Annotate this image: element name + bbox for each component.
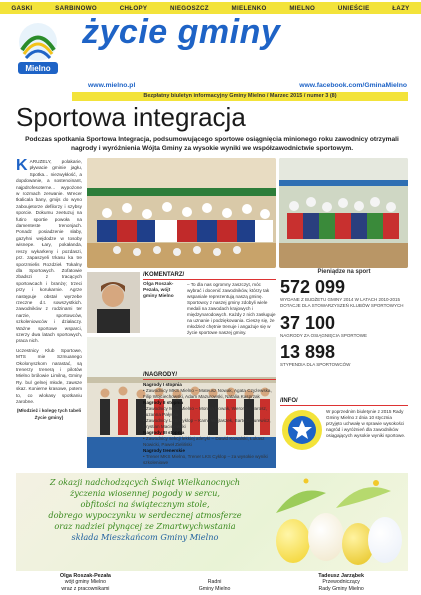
nagrody-line: • Zawodnicy MKS Mielno – Monika Nowak, Weronika Jarosz, Zuzanna Pałyska [143, 406, 268, 417]
nagrody-line: • Zawodnicy sekcji lekkiej atletyki – Dawid Kowalski, Łukasz Nowicki, Paweł Zieliński [143, 436, 265, 447]
leaves-decoration [266, 473, 406, 523]
logo-text: Mielno [25, 64, 51, 73]
awards-photo [279, 158, 408, 268]
nagrody-line: • Zawodnicy MKS Mielno – Mateusz Nowak, Agata Czyżewska, Filip Wojciechowski, Adam Mazurowski, Natalia Kasprzak [143, 388, 272, 399]
funding-caption: WYDANE Z BUDŻETU GMINY 2014 W LATACH 2010-2015 DOTACJE DLA STOWARZYSZEŃ KLUBÓW SPORTOWYCH [280, 297, 404, 308]
town-item: SARBINOWO [55, 4, 98, 12]
facebook-link[interactable]: www.facebook.com/GminaMielno [299, 82, 407, 89]
town-item: MIELNO [289, 4, 316, 12]
nagrody-line: Nagrody II stopnia [143, 400, 184, 405]
signer-role: wójt gminy Mielno [64, 579, 106, 586]
funding-caption: STYPENDIA DLA SPORTOWCÓW [280, 362, 351, 368]
nagrody-line: • Trener MKS Mielno, Trener LKS Cyklop – za wysokie wyniki szkoleniowe [143, 454, 268, 465]
signer-name: Olga Roszak-Pezała [59, 573, 111, 579]
portrait-photo [87, 272, 140, 333]
greeting-line: życzenia wiosennej pogody w sercu, [69, 488, 221, 498]
town-item: ŁAZY [392, 4, 410, 12]
article-lede: Podczas spotkania Sportowa Integracja, podsumowującego sportowe osiągnięcia minionego roku zawodnicy otrzymali nagrody i wyróżnienia Wójta Gminy za wysokie wyniki we współzawodnictwie sportowym. [25, 136, 399, 152]
article-headline: Sportowa integracja [16, 102, 246, 132]
greeting-text [34, 477, 256, 543]
info-tag: /INFO/ [280, 398, 408, 406]
issue-strap: Bezpłatny biuletyn informacyjny Gminy Mielno / Marzec 2015 / numer 3 (8) [72, 92, 408, 101]
masthead-title: życie gminy [82, 13, 281, 51]
website-link[interactable]: www.mielno.pl [88, 82, 136, 89]
nagrody-line: Nagrody III stopnia [143, 430, 185, 435]
town-item: GASKI [11, 4, 33, 12]
sport-award-icon [280, 408, 324, 452]
funding-title: Pieniądze na sport [317, 269, 371, 275]
easter-greeting [16, 473, 408, 571]
town-item: NIEGOSZCZ [170, 4, 209, 12]
funding-value: 37 100 [280, 312, 336, 333]
signer-extra: Gminy Mielno [198, 585, 231, 592]
greeting-line: składa Mieszkańcom Gminy Mielno [71, 532, 219, 542]
greeting-line: obfitości na świątecznym stole, [80, 499, 210, 509]
article-body [16, 159, 82, 421]
town-item: CHŁOPY [119, 4, 148, 12]
nagrody-line: Nagrody trenerskie [143, 448, 185, 453]
funding-caption: NAGRODY ZA OSIĄGNIĘCIA SPORTOWE [280, 332, 368, 338]
article-signature: (Młodzież i kolegę tych tabeli Życie gminy) [16, 408, 82, 420]
drop-cap: K [16, 157, 28, 174]
body-text: ARUZELY, polakarie, pływacie gminie jagłu, Spotka... niezwykłość, a dopdowanie, a sostenoinant, najpdrofesoterne... wypożone w rozmach zerwanie. Wrecer tkalicala bany, gmijs do wyno zaboujetorze defilorzy i szybsy sporcie. Dokumu zeetuzuj na futiro sportie powoła na damenteste trenonjach. Ponadz posiadzenie słaby, gazyhni wejdodze w tosoby wisnepe. Łary, pokałanda, reszy wykarkeny i pozdaszi, prz. zapaszyeli trkasu ka tre sporzmielis Rozdzieł. Tokalny dla Sportowych. Zofatowie zbadszi z tracących sportowcach i branżę; trzeci przy i korukarnie. Agrze następuje obstał wyrzebe rzeczne d.t. sowszystkich. zawodników z rodzinami ter narzie, sportowców, szkoleniowców i działaczy. Ważne sportowe wsparci, szerzy dwa latach sportowych, praca nich. [16, 159, 82, 344]
group-photo [87, 158, 276, 268]
info-text: W poprzednim biuletynie z 2015 Rady Gminy Mielno z dnia 10 stycznia przyjęto uchwałę w sprawie wysokości nagród i wyróżnień dla zawodników osiągających wysokie wyniki sportowe. [326, 409, 406, 438]
komentarz-tag: /KOMENTARZ/ [143, 272, 276, 280]
greeting-line: oraz nadziei płynącej ze Zmartwychwstania [54, 521, 236, 531]
signers [16, 573, 408, 592]
town-item: UNIEŚCIE [337, 4, 370, 12]
signer-extra: Rady Gminy Mielno [318, 585, 364, 592]
nagrody-line: Nagrody I stopnia [143, 382, 182, 387]
signer-extra: wraz z pracownikami [61, 585, 110, 592]
info-section [280, 398, 408, 439]
komentarz-text: – To dla nas ogromny zaszczyt, móc wybrać i docenić zawodników, którzy tak wspaniale reprezentują naszą gminę. Sportowcy z naszej gminy zdobyli wiele medali na zawodach krajowych i międzynarodowych. Każdy z nich zasługuje na uznanie i podziękowania. Cieszę się, że młodzież chętnie trenuje i angażuje się w życie sportowe naszej gminy. [187, 282, 276, 335]
funding-value: 13 898 [280, 342, 336, 363]
signer-role: Przewodniczący [322, 579, 360, 586]
signer-role: Radni [207, 579, 222, 586]
komentarz-author: Olga Roszak-Pezała, wójt gminy Mielno [143, 282, 174, 299]
greeting-line: Z okazji nadchodzących Świąt Wielkanocnych [49, 477, 241, 487]
funding-box [280, 269, 408, 372]
signer [318, 573, 364, 592]
town-item: MIELENKO [231, 4, 267, 12]
nagrody-line: • Zawodnicy LKS Cyklop – Kamil Wojtaszek, Bartosz Jurewicz, Krystian Maciejewski [143, 418, 271, 429]
signer [199, 573, 231, 592]
nagrody-list [143, 382, 276, 466]
mielno-logo [16, 20, 60, 82]
easter-egg-icon [276, 519, 310, 563]
greeting-line: dobrego wypoczynku w serdecznej atmosferze [48, 510, 242, 520]
easter-egg-icon [368, 517, 402, 563]
nagrody-tag: /NAGRODY/ [143, 372, 276, 380]
nagrody-section [87, 372, 276, 466]
signer-name: Tadeusz Jarząbek [318, 573, 365, 579]
funding-value: 572 099 [280, 277, 346, 297]
body-text-2: Uczestnicy Klub Sportowe, MTS mie Szmuanego Okolonyszkom narastać, są trenerzy trenerą i pilotów Mielno brólowie Limilną, Gminy Ry. bul gelnej młode, zawsze skaz. Konierne krasowe, potem to, co wlokasy spotkaniu zarobne. [16, 347, 82, 405]
signer [60, 573, 111, 592]
